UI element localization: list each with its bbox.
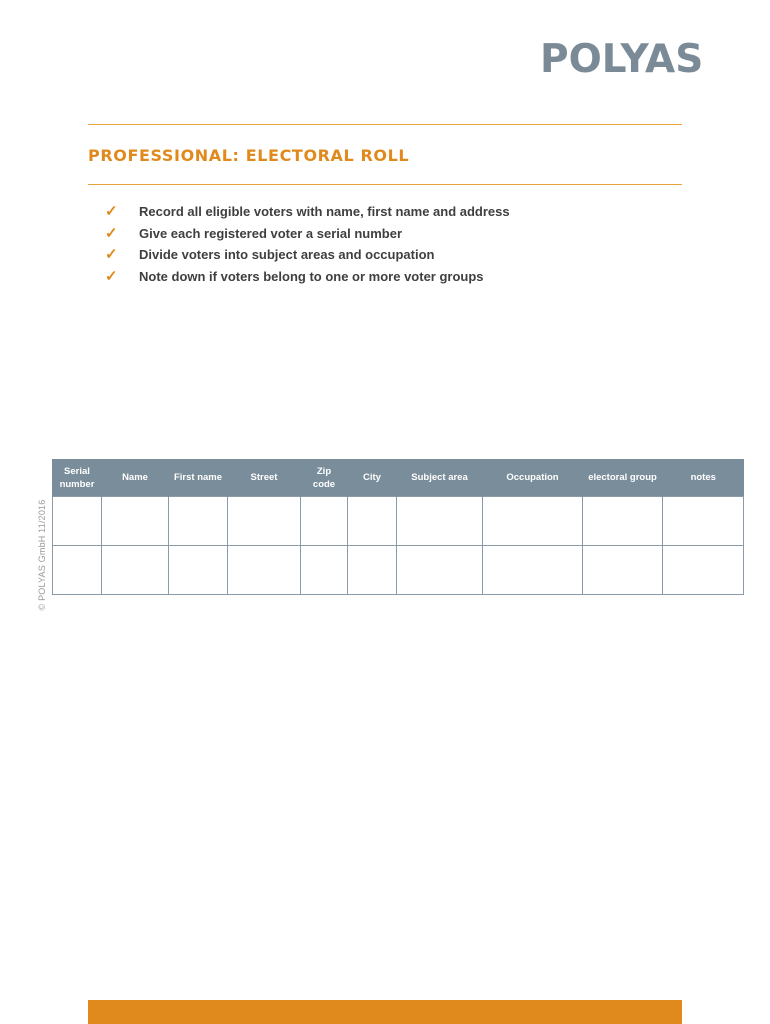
polyas-logo: POLYAS xyxy=(540,37,704,82)
table-cell[interactable] xyxy=(169,497,228,546)
column-header-electoral-group: electoral group xyxy=(583,459,663,497)
checklist-item xyxy=(105,223,682,245)
table-header-row xyxy=(53,459,744,497)
table-cell[interactable] xyxy=(483,546,583,595)
table-cell[interactable] xyxy=(102,546,169,595)
table-cell[interactable] xyxy=(397,497,483,546)
checkmark-icon: ✓ xyxy=(105,224,118,242)
table-cell[interactable] xyxy=(53,546,102,595)
table-cell[interactable] xyxy=(228,546,301,595)
column-header-city: City xyxy=(348,459,397,497)
checklist-item-text: Note down if voters belong to one or more voter groups xyxy=(139,268,484,284)
column-header-occupation: Occupation xyxy=(483,459,583,497)
table-cell[interactable] xyxy=(301,546,348,595)
column-header-name: Name xyxy=(102,459,169,497)
column-header-notes: notes xyxy=(663,459,744,497)
top-divider xyxy=(88,124,682,125)
column-header-subject-area: Subject area xyxy=(397,459,483,497)
table-cell[interactable] xyxy=(663,546,744,595)
checklist-item-text: Divide voters into subject areas and occupation xyxy=(139,247,435,262)
checkmark-icon: ✓ xyxy=(105,203,118,220)
footer-accent-bar xyxy=(88,1000,682,1024)
table-cell[interactable] xyxy=(102,497,169,546)
table-cell[interactable] xyxy=(53,497,102,546)
table-cell[interactable] xyxy=(583,546,663,595)
checklist-item-text: Record all eligible voters with name, first name and address xyxy=(139,204,510,219)
column-header-zip-code xyxy=(301,459,348,497)
table-row xyxy=(53,497,744,546)
table-cell[interactable] xyxy=(228,497,301,546)
checkmark-icon: ✓ xyxy=(105,246,118,263)
checklist xyxy=(105,201,682,287)
table-cell[interactable] xyxy=(169,546,228,595)
table-cell[interactable] xyxy=(583,497,663,546)
header-label: Serial xyxy=(64,465,90,477)
copyright-text: © POLYAS GmbH 11/2016 xyxy=(37,499,47,611)
header-label: number xyxy=(59,478,95,490)
checklist-item xyxy=(105,244,682,266)
table-cell[interactable] xyxy=(397,546,483,595)
table-row xyxy=(53,546,744,595)
column-header-serial-number xyxy=(53,459,102,497)
header-label: code xyxy=(312,478,336,490)
table-cell[interactable] xyxy=(301,497,348,546)
column-header-street: Street xyxy=(228,459,301,497)
checklist-item xyxy=(105,266,682,288)
checklist-item-text: Give each registered voter a serial number xyxy=(139,225,403,241)
column-header-first-name: First name xyxy=(169,459,228,497)
table-cell[interactable] xyxy=(348,497,397,546)
page-title: PROFESSIONAL: ELECTORAL ROLL xyxy=(88,146,410,165)
bottom-divider xyxy=(88,184,682,185)
table-cell[interactable] xyxy=(483,497,583,546)
checklist-item xyxy=(105,201,682,223)
header-label: Zip xyxy=(316,465,332,477)
checkmark-icon: ✓ xyxy=(105,267,118,285)
table-cell[interactable] xyxy=(663,497,744,546)
electoral-roll-table xyxy=(52,459,744,595)
table-cell[interactable] xyxy=(348,546,397,595)
